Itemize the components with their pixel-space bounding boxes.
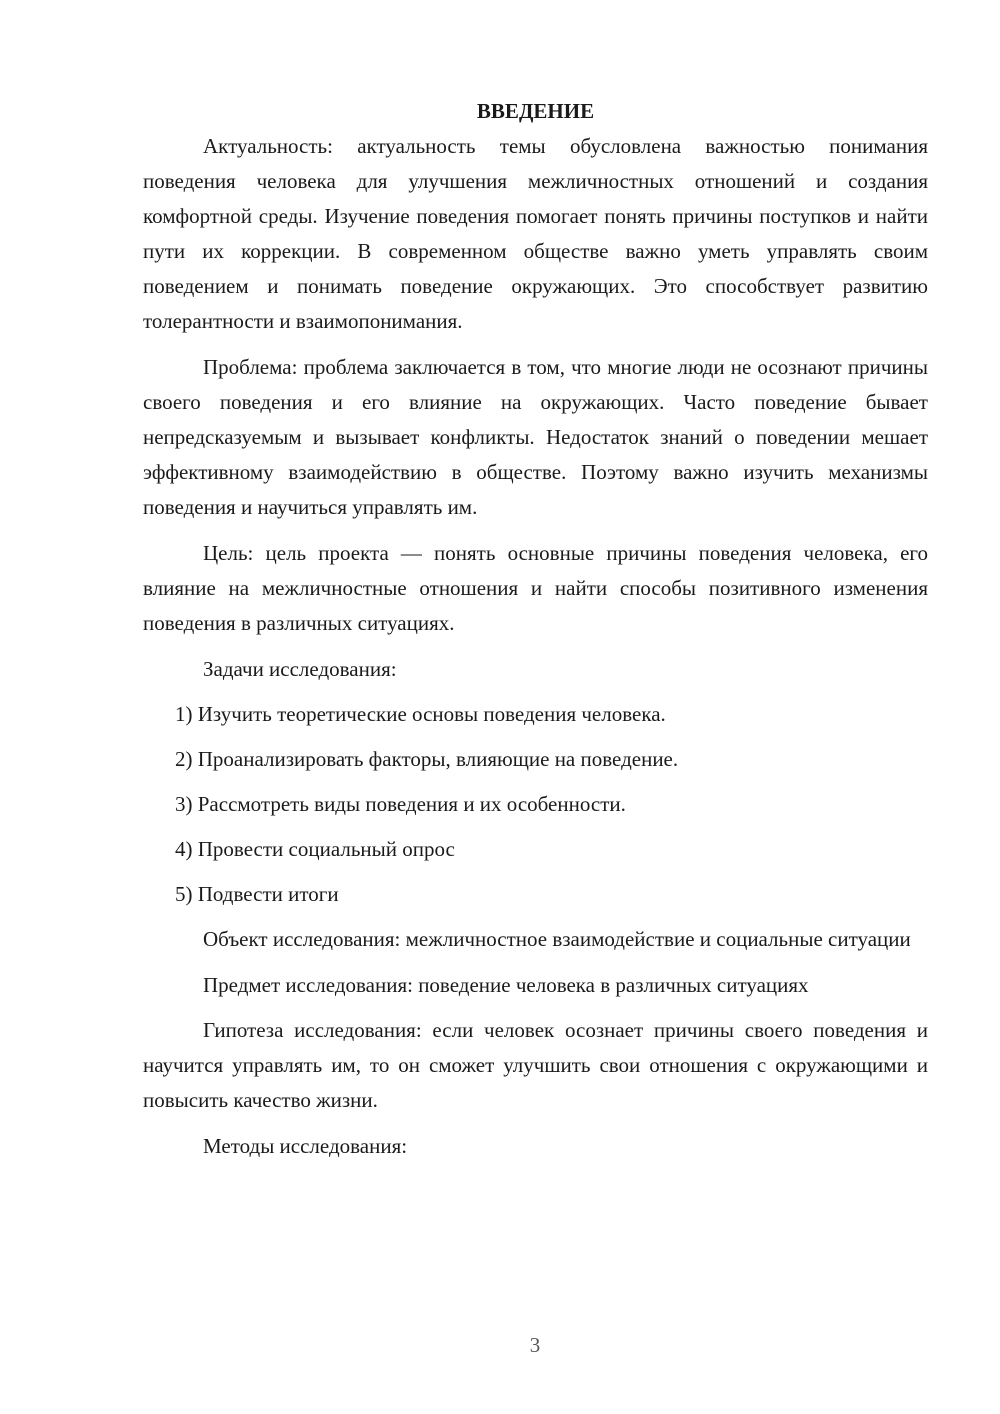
- list-item: 1) Изучить теоретические основы поведения человека.: [175, 702, 666, 726]
- paragraph-hypothesis: Гипотеза исследования: если человек осознает причины своего поведения и научится управлять им, то он сможет улучшить свои отношения с окружающими и повысить качество жизни.: [143, 1018, 928, 1112]
- paragraph-goal: Цель: цель проекта — понять основные причины поведения человека, его влияние на межличностные отношения и найти способы позитивного изменения поведения в различных ситуациях.: [143, 541, 928, 635]
- methods-title: Методы исследования:: [203, 1134, 408, 1158]
- paragraph-relevance: Актуальность: актуальность темы обусловлена важностью понимания поведения человека для улучшения межличностных отношений и создания комфортной среды. Изучение поведения помогает понять причины поступков и найти пути их коррекции. В современном обществе важно уметь управлять своим поведением и понимать поведение окружающих. Это способствует развитию толерантности и взаимопонимания.: [143, 134, 928, 333]
- section-heading: ВВЕДЕНИЕ: [476, 99, 595, 123]
- list-item: 4) Провести социальный опрос: [175, 837, 455, 861]
- tasks-title: Задачи исследования:: [203, 657, 397, 681]
- list-item: 5) Подвести итоги: [175, 882, 339, 906]
- paragraph-problem: Проблема: проблема заключается в том, что многие люди не осознают причины своего поведения и его влияние на окружающих. Часто поведение бывает непредсказуемым и вызывает конфликты. Недостаток знаний о поведении мешает эффективному взаимодействию в обществе. Поэтому важно изучить механизмы поведения и научиться управлять им.: [143, 355, 928, 519]
- tasks-list: [143, 697, 928, 912]
- document-page: [143, 94, 928, 1174]
- paragraph-object: Объект исследования: межличностное взаимодействие и социальные ситуации: [203, 927, 911, 951]
- list-item: 3) Рассмотреть виды поведения и их особенности.: [175, 792, 626, 816]
- page-number: 3: [529, 1333, 541, 1357]
- paragraph-subject: Предмет исследования: поведение человека в различных ситуациях: [203, 973, 809, 997]
- list-item: 2) Проанализировать факторы, влияющие на поведение.: [175, 747, 679, 771]
